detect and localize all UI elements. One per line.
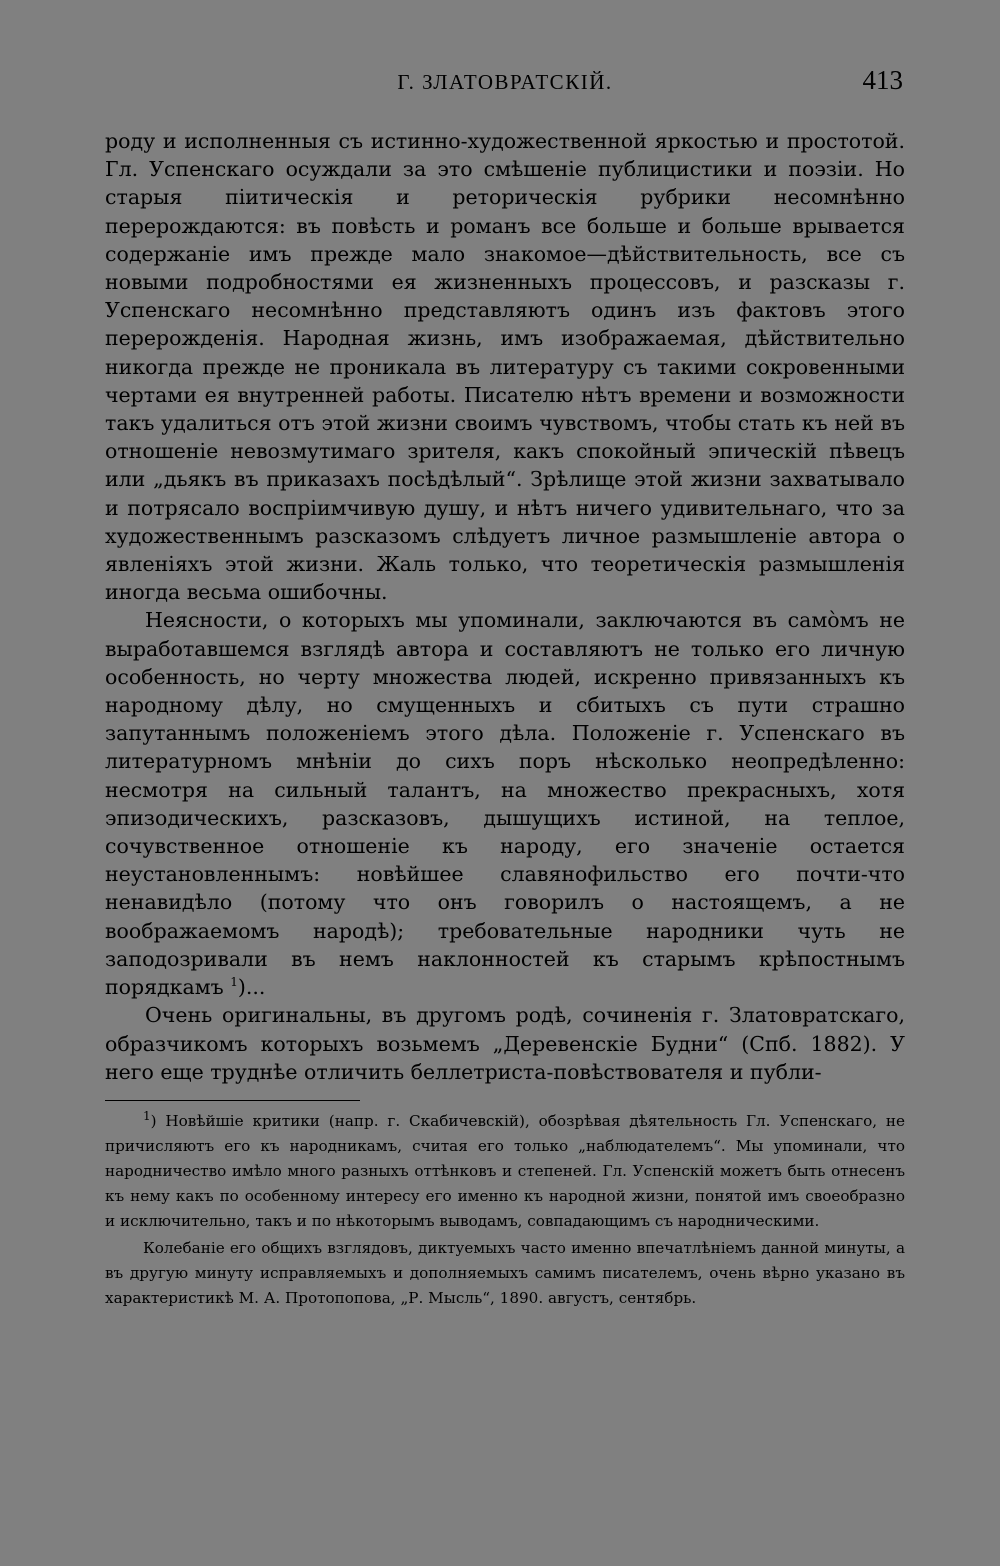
paragraph-2-text: Неясности, о которыхъ мы упоминали, заключаются въ самòмъ не выработавшемся взглядѣ автора и составляютъ не только его личную особенность, но черту множества людей, искренно привязанныхъ къ народному дѣлу, но смущенныхъ и сбитыхъ съ пути страшно запутаннымъ положеніемъ этого дѣла. Положеніе г. Успенскаго въ литературномъ мнѣніи до сихъ поръ нѣсколько неопредѣленно: несмотря на сильный талантъ, на множество прекрасныхъ, хотя эпизодическихъ, разсказовъ, дышущихъ истиной, на теплое, сочувственное отношеніе къ народу, его значеніе остается неустановленнымъ: новѣйшее славянофильство его почти-что ненавидѣло (потому что онъ говорилъ о настоящемъ, а не воображаемомъ народѣ); требовательные народники чуть не заподозривали въ немъ наклонностей къ старымъ крѣпостнымъ порядкамъ <box>105 608 905 1000</box>
running-title: Г. ЗЛАТОВРАТСКІЙ. <box>397 70 613 94</box>
footnote-1-continued: Колебаніе его общихъ взглядовъ, диктуемыхъ часто именно впечатлѣніемъ данной минуты, а въ другую минуту исправляемыхъ и дополняемыхъ самимъ писателемъ, очень вѣрно указано въ характеристикѣ М. А. Протопопова, „Р. Мысль“, 1890. августъ, сентябрь. <box>105 1238 905 1307</box>
footnote-marker: 1 <box>143 1108 151 1123</box>
paragraph-1: роду и исполненныя съ истинно-художественной яркостью и простотой. Гл. Успенскаго осуждали за это смѣшеніе публицистики и поэзіи. Но старыя піитическія и реторическія рубрики несомнѣнно перерождаются: въ повѣсть и романъ все больше и больше врывается содержаніе имъ прежде мало знакомое—дѣйствительность, все съ новыми подробностями ея жизненныхъ процессовъ, и разсказы г. Успенскаго несомнѣнно представляютъ одинъ изъ фактовъ этого перерожденія. Народная жизнь, имъ изображаемая, дѣйствительно никогда прежде не проникала въ литературу съ такими сокровенными чертами ея внутренней работы. Писателю нѣтъ времени и возможности такъ удалиться отъ этой жизни своимъ чувствомъ, чтобы стать къ ней въ отношеніе невозмутимаго зрителя, какъ спокойный эпическій пѣвецъ или „дьякъ въ приказахъ посѣдѣлый“. Зрѣлище этой жизни захватывало и потрясало воспріимчивую душу, и нѣтъ ничего удивительнаго, что за художественнымъ разсказомъ слѣдуетъ личное размышленіе автора о явленіяхъ этой жизни. Жаль только, что теоретическія размышленія иногда весьма ошибочны. <box>105 129 905 605</box>
footnote-reference[interactable]: 1 <box>230 975 238 990</box>
paragraph-2 <box>105 606 905 1001</box>
footnote-1 <box>105 1109 905 1234</box>
paragraph-3: Очень оригинальны, въ другомъ родѣ, сочиненія г. Златовратскаго, образчикомъ которыхъ возьмемъ „Деревенскіе Будни“ (Спб. 1882). У него еще труднѣе отличить беллетриста-повѣствователя и публи- <box>105 1003 905 1084</box>
footnote-divider <box>105 1100 360 1101</box>
body-text <box>105 127 905 1086</box>
page-header <box>105 62 905 102</box>
page-number: 413 <box>862 65 903 95</box>
footnotes <box>105 1109 905 1311</box>
book-page <box>105 62 905 1542</box>
footnote-1-text: ) Новѣйшіе критики (напр. г. Скабичевскій), обозрѣвая дѣятельность Гл. Успенскаго, не причисляютъ его къ народникамъ, считая его только „наблюдателемъ“. Мы упоминали, что народничество имѣло много разныхъ оттѣнковъ и степеней. Гл. Успенскій можетъ быть отнесенъ къ нему какъ по особенному интересу его именно къ народной жизни, понятой имъ своеобразно и исключительно, такъ и по нѣкоторымъ выводамъ, совпадающимъ съ народническими. <box>105 1111 905 1230</box>
paragraph-2-tail: )... <box>237 975 266 1000</box>
